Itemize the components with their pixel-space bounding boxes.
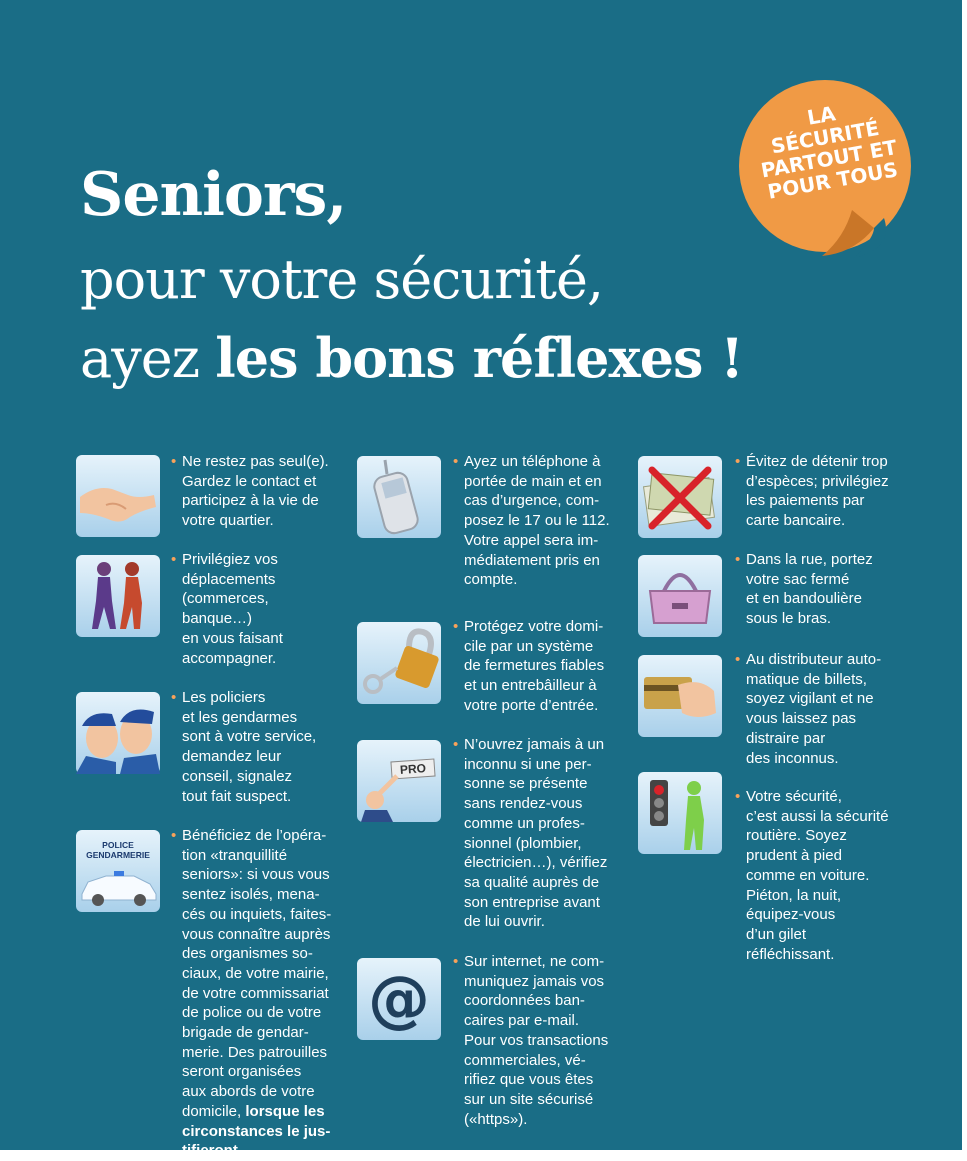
at-sign-icon	[357, 958, 441, 1040]
police-officers-icon	[76, 692, 160, 774]
title-line-3-plain: ayez	[80, 327, 216, 390]
tip-tranquillite-seniors	[182, 826, 331, 1161]
tip-operation-bold: lorsque les circonstances le jus- tifieront	[182, 1102, 331, 1160]
tip-operation-text: Bénéficiez de l’opéra- tion «tranquillité seniors»: si vous vous sentez isolés, mena- cés ou inquiets, faites- vous connaître auprès des organismes so- ciaux, de votre mairie, de votre commissariat de police ou de votre brigade de gendar- merie. Des patrouilles seront organisées aux abords de votre domicile,	[182, 827, 332, 1120]
tip-accompanied: • Privilégiez vos déplacements (commerces, banque…) en vous faisant accompagner.	[182, 550, 283, 668]
tip-atm: • Au distributeur auto- matique de billets, soyez vigilant et ne vous laissez pas distraire par des inconnus.	[746, 650, 881, 768]
no-cash-icon	[638, 456, 722, 538]
tip-cash: • Évitez de détenir trop d’espèces; privilégiez les paiements par carte bancaire.	[746, 452, 889, 531]
pro-sign-text: PRO	[390, 758, 435, 779]
padlock-icon	[357, 622, 441, 704]
tip-phone: • Ayez un téléphone à portée de main et en cas d’urgence, com- posez le 17 ou le 112. Votre appel sera im- médiatement pris en compte.	[464, 452, 610, 590]
tip-do-not-open: • N’ouvrez jamais à un inconnu si une per- sonne se présente sans rendez-vous comme un profes- sionnel (plombier, électricien…), vérifiez sa qualité auprès de son entreprise avant de lui ouvrir.	[464, 735, 607, 932]
tip-police: • Les policiers et les gendarmes sont à votre service, demandez leur conseil, signalez tout fait suspect.	[182, 688, 316, 806]
bank-card-icon	[638, 655, 722, 737]
tip-internet: • Sur internet, ne com- muniquez jamais vos coordonnées ban- caires par e-mail. Pour vos transactions commerciales, vé- rifiez que vous êtes sur un site sécurisé («https»).	[464, 952, 608, 1129]
tip-road-safety: • Votre sécurité, c’est aussi la sécurité routière. Soyez prudent à pied comme en voiture. Piéton, la nuit, équipez-vous d’un gilet réfléchissant.	[746, 787, 889, 964]
handshake-icon	[76, 455, 160, 537]
tip-handbag: • Dans la rue, portez votre sac fermé et en bandoulière sous le bras.	[746, 550, 873, 629]
title-line-3	[80, 326, 743, 390]
walking-people-icon	[76, 555, 160, 637]
mobile-phone-icon	[357, 456, 441, 538]
professional-card-icon	[357, 740, 441, 822]
badge-text: LA SÉCURITÉ PARTOUT ET POUR TOUS	[759, 101, 900, 204]
title-line-2: pour votre sécurité,	[80, 248, 604, 311]
police-sign-text: POLICE GENDARMERIE	[86, 840, 150, 860]
tip-stay-connected: • Ne restez pas seul(e). Gardez le contact et participez à la vie de votre quartier.	[182, 452, 329, 531]
title-line-1: Seniors,	[80, 160, 347, 230]
traffic-light-pedestrian-icon	[638, 772, 722, 854]
police-car-icon	[76, 830, 160, 912]
tip-protect-home: • Protégez votre domi- cile par un système de fermetures fiables et un entrebâilleur à votre porte d’entrée.	[464, 617, 604, 716]
title-line-3-bold: les bons réflexes !	[215, 326, 743, 390]
svg-text:@: @	[368, 962, 430, 1035]
handbag-icon	[638, 555, 722, 637]
tip-operation-end: .	[237, 1142, 242, 1160]
